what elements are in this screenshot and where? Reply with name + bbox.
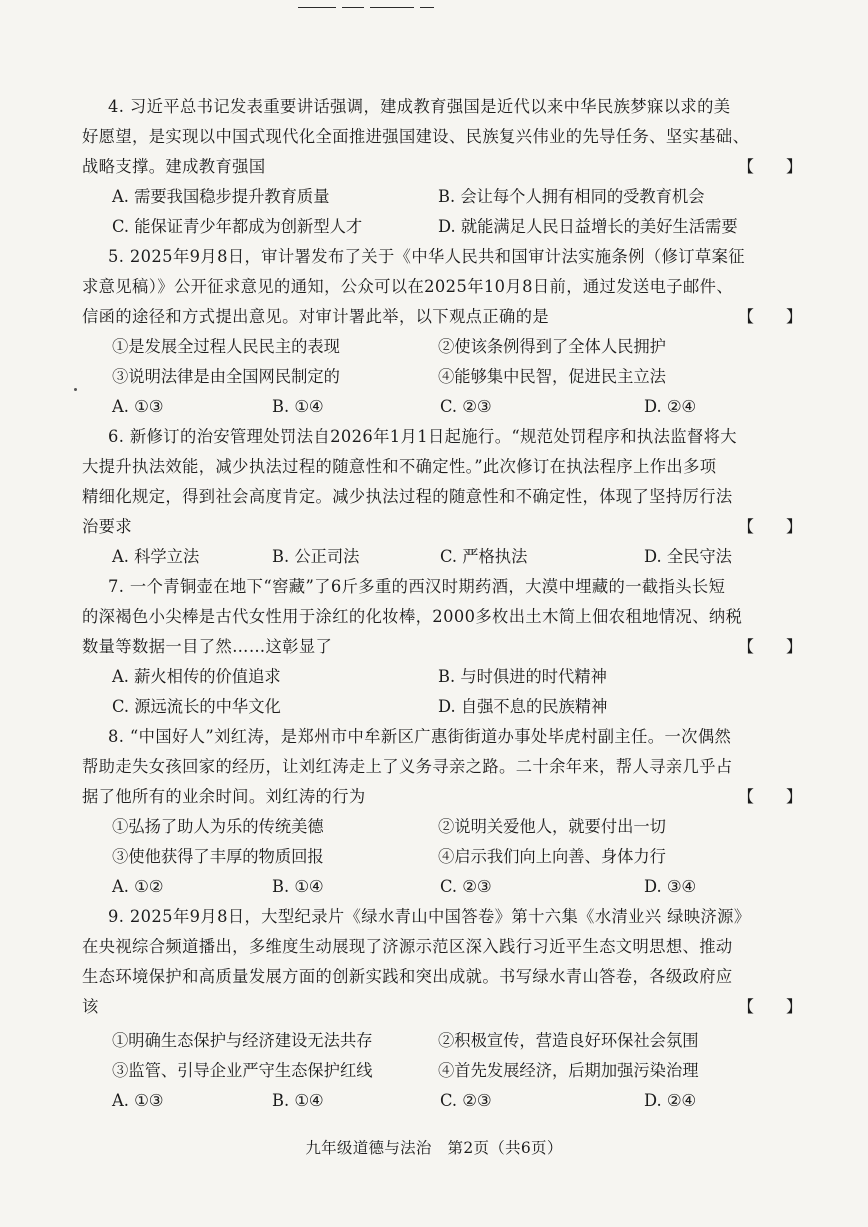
choice-a: A. ①② bbox=[112, 877, 164, 896]
choice-b: B. 公正司法 bbox=[272, 547, 360, 566]
statement-2: ②使该条例得到了全体人民拥护 bbox=[438, 337, 666, 356]
statement-2: ②说明关爱他人，就要付出一切 bbox=[438, 817, 666, 836]
question-stem: 信函的途径和方式提出意见。对审计署此举，以下观点正确的是 bbox=[82, 307, 550, 326]
choice-c: C. 严格执法 bbox=[440, 547, 528, 566]
question-7 bbox=[82, 572, 804, 722]
statement-3: ③说明法律是由全国网民制定的 bbox=[112, 367, 340, 386]
question-text-line bbox=[82, 152, 804, 182]
answer-bracket: 【 】 bbox=[737, 307, 802, 326]
question-stem: 战略支撑。建成教育强国 bbox=[82, 157, 266, 176]
answer-bracket: 【 】 bbox=[737, 787, 802, 806]
question-text-line: 精细化规定，得到社会高度肯定。减少执法过程的随意性和不确定性，体现了坚持厉行法 bbox=[82, 487, 733, 506]
question-stem: 该 bbox=[82, 997, 99, 1016]
choice-a: A. ①③ bbox=[112, 1091, 164, 1110]
statement-2: ②积极宣传，营造良好环保社会氛围 bbox=[438, 1031, 699, 1050]
page-footer: 九年级道德与法治 第2页（共6页） bbox=[305, 1139, 563, 1157]
question-content bbox=[82, 92, 804, 1116]
question-text-line: 求意见稿）》公开征求意见的通知，公众可以在2025年10月8日前，通过发送电子邮件、 bbox=[82, 277, 734, 296]
statement-4: ④启示我们向上向善、身体力行 bbox=[438, 847, 666, 866]
statement-row bbox=[82, 362, 804, 392]
choice-b: B. ①④ bbox=[272, 877, 324, 896]
statement-3: ③使他获得了丰厚的物质回报 bbox=[112, 847, 324, 866]
question-9 bbox=[82, 902, 804, 1116]
question-text-line bbox=[82, 782, 804, 812]
statement-row bbox=[82, 1056, 804, 1086]
choice-b: B. ①④ bbox=[272, 397, 324, 416]
choice-row bbox=[82, 212, 804, 242]
choice-d: D. 就能满足人民日益增长的美好生活需要 bbox=[438, 217, 738, 236]
statement-1: ①明确生态保护与经济建设无法共存 bbox=[112, 1031, 373, 1050]
statement-4: ④能够集中民智，促进民主立法 bbox=[438, 367, 666, 386]
answer-bracket: 【 】 bbox=[737, 517, 802, 536]
question-stem: 据了他所有的业余时间。刘红涛的行为 bbox=[82, 787, 366, 806]
choice-row bbox=[82, 662, 804, 692]
choice-b: B. 会让每个人拥有相同的受教育机会 bbox=[438, 187, 705, 206]
choice-a: A. 科学立法 bbox=[112, 547, 200, 566]
choice-row bbox=[82, 872, 804, 902]
choice-c: C. 源远流长的中华文化 bbox=[112, 697, 281, 716]
question-text-line: 4. 习近平总书记发表重要讲话强调，建成教育强国是近代以来中华民族梦寐以求的美 bbox=[108, 97, 731, 116]
question-text-line bbox=[82, 992, 804, 1022]
question-stem: 治要求 bbox=[82, 517, 133, 536]
question-text-line bbox=[82, 512, 804, 542]
question-text-line: 好愿望，是实现以中国式现代化全面推进强国建设、民族复兴伟业的先导任务、坚实基础、 bbox=[82, 127, 750, 146]
choice-d: D. 全民守法 bbox=[644, 547, 732, 566]
statement-row bbox=[82, 1026, 804, 1056]
question-text-line: 生态环境保护和高质量发展方面的创新实践和突出成就。书写绿水青山答卷，各级政府应 bbox=[82, 967, 733, 986]
choice-row bbox=[82, 1086, 804, 1116]
statement-row bbox=[82, 842, 804, 872]
choice-c: C. ②③ bbox=[440, 397, 492, 416]
question-text-line: 8. “中国好人”刘红涛，是郑州市中牟新区广惠街街道办事处毕虎村副主任。一次偶然 bbox=[108, 727, 732, 746]
question-text-line: 6. 新修订的治安管理处罚法自2026年1月1日起施行。“规范处罚程序和执法监督将大 bbox=[108, 427, 737, 446]
question-text-line: 5. 2025年9月8日，审计署发布了关于《中华人民共和国审计法实施条例（修订草案征 bbox=[108, 247, 745, 266]
choice-row bbox=[82, 692, 804, 722]
answer-bracket: 【 】 bbox=[737, 997, 802, 1016]
choice-c: C. ②③ bbox=[440, 1091, 492, 1110]
choice-row bbox=[82, 542, 804, 572]
question-8 bbox=[82, 722, 804, 902]
question-6 bbox=[82, 422, 804, 572]
statement-row bbox=[82, 332, 804, 362]
choice-d: D. ③④ bbox=[644, 877, 697, 896]
question-text-line: 9. 2025年9月8日，大型纪录片《绿水青山中国答卷》第十六集《水清业兴 绿映济源》 bbox=[108, 907, 751, 926]
question-5 bbox=[82, 242, 804, 422]
choice-c: C. ②③ bbox=[440, 877, 492, 896]
question-text-line: 在央视综合频道播出，多维度生动展现了济源示范区深入践行习近平生态文明思想、推动 bbox=[82, 937, 733, 956]
choice-row bbox=[82, 392, 804, 422]
question-text-line bbox=[82, 632, 804, 662]
question-stem: 数量等数据一目了然……这彰显了 bbox=[82, 637, 333, 656]
choice-d: D. 自强不息的民族精神 bbox=[438, 697, 608, 716]
question-text-line bbox=[82, 302, 804, 332]
question-4 bbox=[82, 92, 804, 242]
choice-d: D. ②④ bbox=[644, 1091, 697, 1110]
choice-c: C. 能保证青少年都成为创新型人才 bbox=[112, 217, 363, 236]
choice-b: B. 与时俱进的时代精神 bbox=[438, 667, 607, 686]
choice-d: D. ②④ bbox=[644, 397, 697, 416]
answer-bracket: 【 】 bbox=[737, 637, 802, 656]
question-text-line: 的深褐色小尖棒是古代女性用于涂红的化妆棒，2000多枚出土木简上佃农租地情况、纳税 bbox=[82, 607, 743, 626]
statement-3: ③监管、引导企业严守生态保护红线 bbox=[112, 1061, 373, 1080]
question-text-line: 帮助走失女孩回家的经历，让刘红涛走上了义务寻亲之路。二十余年来，帮人寻亲几乎占 bbox=[82, 757, 733, 776]
answer-bracket: 【 】 bbox=[737, 157, 802, 176]
statement-1: ①是发展全过程人民民主的表现 bbox=[112, 337, 340, 356]
statement-1: ①弘扬了助人为乐的传统美德 bbox=[112, 817, 324, 836]
top-cropped-header-mark bbox=[298, 0, 498, 8]
question-text-line: 7. 一个青铜壶在地下“窖藏”了6斤多重的西汉时期药酒，大漠中埋藏的一截指头长短 bbox=[108, 577, 726, 596]
choice-a: A. ①③ bbox=[112, 397, 164, 416]
question-text-line: 大提升执法效能，减少执法过程的随意性和不确定性。”此次修订在执法程序上作出多项 bbox=[82, 457, 717, 476]
statement-row bbox=[82, 812, 804, 842]
choice-a: A. 薪火相传的价值追求 bbox=[112, 667, 281, 686]
choice-row bbox=[82, 182, 804, 212]
choice-b: B. ①④ bbox=[272, 1091, 324, 1110]
choice-a: A. 需要我国稳步提升教育质量 bbox=[112, 187, 330, 206]
statement-4: ④首先发展经济，后期加强污染治理 bbox=[438, 1061, 699, 1080]
scan-speck bbox=[74, 388, 77, 391]
